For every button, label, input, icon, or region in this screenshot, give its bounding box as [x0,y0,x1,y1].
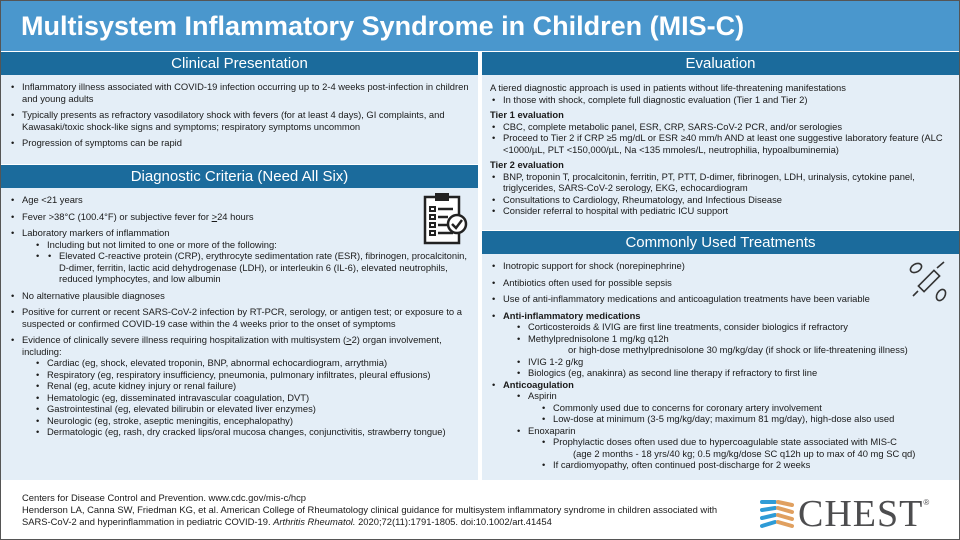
list-item: • Evidence of clinically severe illness requiring hospitalization with multisystem (>2) organ involvement, including: • Cardiac (eg, shock, elevated troponin, BNP, abnormal echocardiogram, arrythmia) • Respiratory (eg, respiratory insufficiency, pneumonia, pulmonary infiltrates, pleural effusions) • Renal (eg, acute kidney injury or renal failure) • Hematologic (eg, disseminated intravascular coagulation, DVT) • Gastrointestinal (eg, elevated bilirubin or elevated liver enzymes) • Neurologic (eg, stroke, aseptic meningitis, encephalopathy) • Dermatologic (eg, rash, dry cracked lips/oral mucosa changes, conjunctivitis, strawberry tongue) [9,334,470,438]
list-item: • Anticoagulation • Aspirin • Commonly used due to concerns for coronary artery involvement • Low-dose at minimum (3-5 mg/kg/day; maximum 81 mg/day), high-dose also used • Enoxaparin • Prophylactic doses often used due to hypercoagulable state associated with MIS-C (age 2 months - 18 yrs/40 kg; 0.5 mg/kg/dose SC q12h up to max of 40 mg SC qd) • If cardiomyopathy, often continued post-discharge for 2 weeks [490,379,951,471]
list-item: • Methylprednisolone 1 mg/kg q12h or high-dose methylprednisolone 30 mg/kg/day (if shock or life-threatening illness) [515,333,951,356]
list-item: • Biologics (eg, anakinra) as second line therapy if refractory to first line [515,367,951,379]
list-item: • Consultations to Cardiology, Rheumatology, and Infectious Disease [490,194,951,206]
chest-logo [760,492,929,536]
tier2-heading: Tier 2 evaluation [490,159,564,170]
list-item: • Fever >38°C (100.4°F) or subjective fever for >24 hours [9,211,470,223]
list-item: • Neurologic (eg, stroke, aseptic meningitis, encephalopathy) [34,415,470,427]
list-item: • Gastrointestinal (eg, elevated bilirubin or elevated liver enzymes) [34,403,470,415]
reference-cdc: Centers for Disease Control and Prevention. www.cdc.gov/mis-c/hcp [22,492,306,503]
page-title: Multisystem Inflammatory Syndrome in Children (MIS-C) [1,1,959,51]
list-item: • Renal (eg, acute kidney injury or renal failure) [34,380,470,392]
references [22,492,722,528]
list-item: • Prophylactic doses often used due to hypercoagulable state associated with MIS-C (age 2 months - 18 yrs/40 kg; 0.5 mg/kg/dose SC q12h up to max of 40 mg SC qd) [540,436,951,459]
list-item: • Cardiac (eg, shock, elevated troponin, BNP, abnormal echocardiogram, arrythmia) [34,357,470,369]
list-item: • Use of anti-inflammatory medications and anticoagulation treatments have been variable [490,293,951,305]
list-item: • Including but not limited to one or more of the following: [34,239,470,251]
list-item: • • Elevated C-reactive protein (CRP), erythrocyte sedimentation rate (ESR), fibrinogen, procalcitonin, D-dimer, ferritin, lactic acid dehydrogenase (LDH), or interleukin 6 (IL-6), elevated neutrophils, reduced lymphocytes, and low albumin [46,250,470,285]
list-item: • Antibiotics often used for possible sepsis [490,277,951,289]
list-item: • Corticosteroids & IVIG are first line treatments, consider biologics if refractory [515,321,951,333]
list-item: • Inotropic support for shock (norepinephrine) [490,260,951,272]
list-item: • Age <21 years [9,194,470,206]
section-header: Commonly Used Treatments [482,231,959,254]
list-item: • CBC, complete metabolic panel, ESR, CRP, SARS-CoV-2 PCR, and/or serologies [490,121,951,133]
list-item: • Anti-inflammatory medications • Corticosteroids & IVIG are first line treatments, consider biologics if refractory • Methylprednisolone 1 mg/kg q12h or high-dose methylprednisolone 30 mg/kg/day (if shock or life-threatening illness) • IVIG 1-2 g/kg • Biologics (eg, anakinra) as second line therapy if refractory to first line [490,310,951,379]
list-item: • Laboratory markers of inflammation • Including but not limited to one or more of the following: • • Elevated C-reactive protein (CRP), erythrocyte sedimentation rate (ESR), fibrinogen, procalcitonin, D-dimer, ferritin, lactic acid dehydrogenase (LDH), or interleukin 6 (IL-6), elevated neutrophils, reduced lymphocytes, and low albumin [9,227,470,285]
list-item: • Typically presents as refractory vasodilatory shock with fevers (for at least 4 days), GI complaints, and Kawasaki/toxic shock-like signs and symptoms; respiratory symptoms uncommon [9,109,470,132]
logo-wordmark: CHEST [798,493,924,535]
list-item: • Proceed to Tier 2 if CRP ≥5 mg/dL or ESR ≥40 mm/h AND at least one suggestive laboratory feature (ALC <1000/µL, PLT <150,000/µL, Na <135 mmoles/L, neutrophilia, hypoalbuminemia) [490,132,951,155]
tier1-heading: Tier 1 evaluation [490,109,564,120]
list-item: • BNP, troponin T, procalcitonin, ferritin, PT, PTT, D-dimer, fibrinogen, LDH, urinalysis, cytokine panel, triglycerides, SARS-CoV-2 serology, EKG, echocardiogram [490,171,951,194]
list-item: • IVIG 1-2 g/kg [515,356,951,368]
list-item: • Commonly used due to concerns for coronary artery involvement [540,402,951,414]
clinical-presentation-panel [1,52,478,164]
registered-mark: ® [923,498,930,507]
evaluation-panel [482,52,959,230]
reference-henderson: Henderson LA, Canna SW, Friedman KG, et al. American College of Rheumatology clinical guidance for multisystem inflammatory syndrome in children associated with SARS-CoV-2 and hyperinflammation in pediatric COVID-19. Arthritis Rheumatol. 2020;72(11):1791-1805. doi:10.1002/art.41454 [22,504,718,527]
treatments-panel [482,231,959,480]
section-header: Evaluation [482,52,959,75]
list-item: • Dermatologic (eg, rash, dry cracked lips/oral mucosa changes, conjunctivitis, strawberry tongue) [34,426,470,438]
list-item: • Hematologic (eg, disseminated intravascular coagulation, DVT) [34,392,470,404]
intro-text: A tiered diagnostic approach is used in patients without life-threatening manifestations [490,82,846,93]
list-item: • Enoxaparin • Prophylactic doses often used due to hypercoagulable state associated with MIS-C (age 2 months - 18 yrs/40 kg; 0.5 mg/kg/dose SC q12h up to max of 40 mg SC qd) • If cardiomyopathy, often continued post-discharge for 2 weeks [515,425,951,471]
list-item: • Respiratory (eg, respiratory insufficiency, pneumonia, pulmonary infiltrates, pleural effusions) [34,369,470,381]
list-item: • If cardiomyopathy, often continued post-discharge for 2 weeks [540,459,951,471]
list-item: • Consider referral to hospital with pediatric ICU support [490,205,951,217]
list-item: • Inflammatory illness associated with COVID-19 infection occurring up to 2-4 weeks post-infection in children and young adults [9,81,470,104]
section-header: Clinical Presentation [1,52,478,75]
list-item: • Progression of symptoms can be rapid [9,137,470,149]
list-item: • Positive for current or recent SARS-CoV-2 infection by RT-PCR, serology, or antigen test; or exposure to a suspected or confirmed COVID-19 case within the 4 weeks prior to the onset of symptoms [9,306,470,329]
diagnostic-criteria-panel [1,165,478,480]
list-item: • No alternative plausible diagnoses [9,290,470,302]
chest-logo-mark-icon [760,497,794,531]
nested-list [34,250,470,285]
list-item: • Aspirin • Commonly used due to concerns for coronary artery involvement • Low-dose at minimum (3-5 mg/kg/day; maximum 81 mg/day), high-dose also used [515,390,951,425]
list-item: • In those with shock, complete full diagnostic evaluation (Tier 1 and Tier 2) [490,94,951,106]
list-item: • Low-dose at minimum (3-5 mg/kg/day; maximum 81 mg/day), high-dose also used [540,413,951,425]
section-header: Diagnostic Criteria (Need All Six) [1,165,478,188]
